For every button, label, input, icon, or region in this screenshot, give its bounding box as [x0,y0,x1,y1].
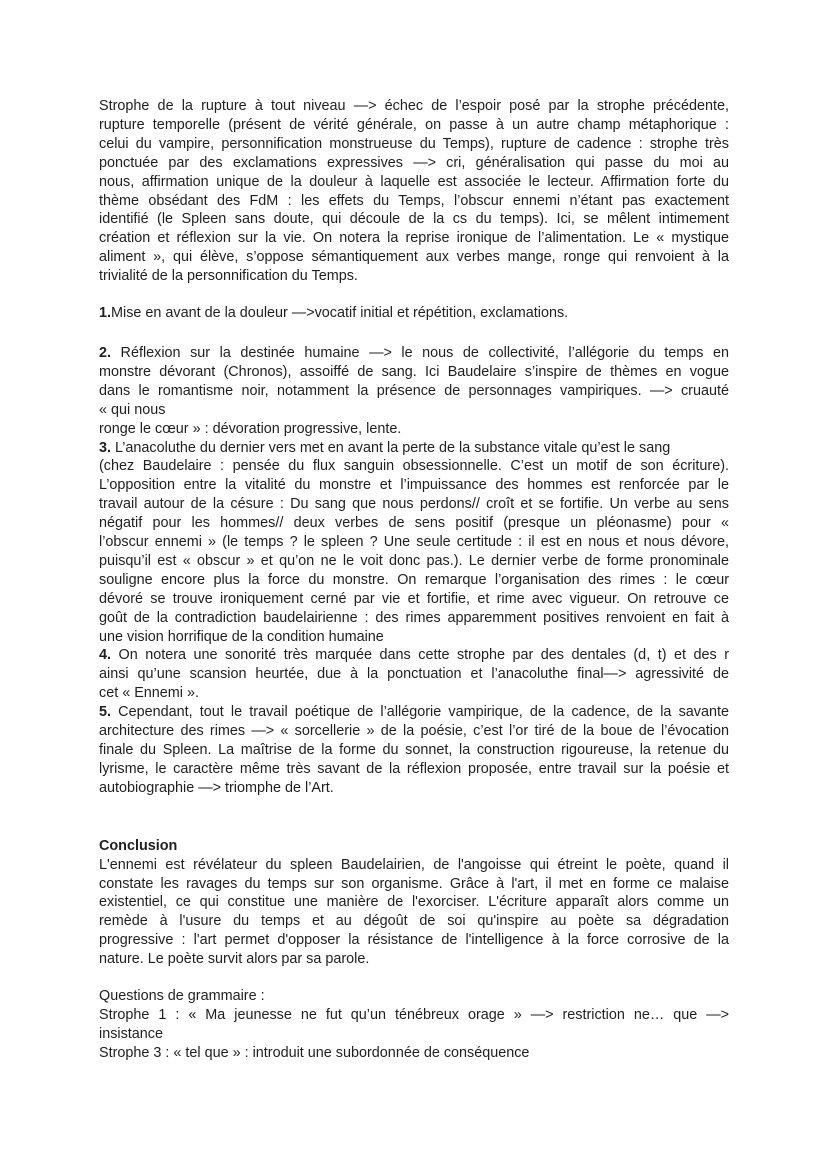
text-line: nature. Le poète survit alors par sa parole. [99,951,370,968]
point-5 [99,703,729,798]
text-line: finale du Spleen. La maîtrise de la forme du sonnet, la construction rigoureuse, la retenue du [99,742,729,758]
point-3 [99,439,729,647]
text-line: architecture des rimes —> « sorcellerie » de la poésie, c’est l’or tiré de la boue de l’évocation [99,723,729,740]
text-line: goût de la contradiction baudelairienne : des rimes apparemment positives renvoient en fait à [99,609,729,626]
text-line: L’anacoluthe du dernier vers met en avant la perte de la substance vitale qu’est le sang [111,439,671,456]
text-line: L’opposition entre la vitalité du monstre et l’impuissance des hommes est renforcée par le [99,477,729,494]
text-line: Strophe 3 : « tel que » : introduit une subordonnée de conséquence [99,1044,530,1061]
text-line: progressive : l'art permet d'opposer la résistance de l'intelligence à la force corrosive de la [99,932,729,949]
text-line: ainsi qu’une scansion heurtée, due à la ponctuation et l’anacoluthe final—> agressivité de [99,666,729,683]
text-line: (chez Baudelaire : pensée du flux sanguin obsessionnelle. C’est un motif de son écriture). [99,458,729,475]
text-line: création et réflexion sur la vie. On notera la reprise ironique de l’alimentation. Le « mystique [99,230,729,247]
text-line: On notera une sonorité très marquée dans cette strophe par des dentales (d, t) et des r [111,647,729,664]
text-line: puisqu’il est « obscur » et qu’on ne le voit donc pas.). Le dernier verbe de forme pronominale [99,552,729,569]
grammar-heading: Questions de grammaire : [99,988,265,1005]
point-4 [99,646,729,703]
text-line: souligne encore plus la force du monstre. On remarque l’organisation des rimes : le cœur [99,571,729,588]
text-line: thème obsédant des FdM : les effets du Temps, l’obscur ennemi n’étant pas exactement [99,192,729,209]
point-2 [99,344,729,439]
text-line: Strophe 1 : « Ma jeunesse ne fut qu’un ténébreux orage » —> restriction ne… que —> [99,1006,729,1023]
text-line: négatif pour les hommes// deux verbes de sens positif (presque un pléonasme) pour « [99,515,729,532]
document-page [99,97,729,1063]
text-line: existentiel, ce qui constitue une manière de l'exorciser. L'écriture apparaît alors comme un [99,894,729,911]
text-line: l’obscur ennemi » (le temps ? le spleen ? Une seule certitude : il est en nous et nous dévore, [99,534,729,551]
text-line: ponctuée par des exclamations expressives —> cri, généralisation qui passe du moi au [99,154,729,171]
text-line: une vision horrifique de la condition humaine [99,628,384,645]
text-line: ronge le cœur » : dévoration progressive, lente. [99,420,402,437]
text-line: autobiographie —> triomphe de l’Art. [99,779,334,796]
point-number: 5. [99,704,112,721]
text-line: dans le romantisme noir, notamment la présence de personnages vampiriques. —> cruauté [99,382,729,399]
point-1 [99,304,729,323]
point-number: 1. [99,305,112,322]
conclusion-section [99,837,729,969]
text-line: constate les ravages du temps sur son organisme. Grâce à l'art, il met en forme ce malaise [99,875,729,892]
text-line: « qui nous [99,401,166,418]
text-line: dévoré se trouve ironiquement cerné par vie et fortifie, et rime avec vigueur. On retrouve ce [99,590,729,607]
conclusion-heading: Conclusion [99,837,178,854]
text-line: Réflexion sur la destinée humaine —> le nous de collectivité, l’allégorie du temps en [111,344,729,361]
text-line: rupture temporelle (présent de vérité générale, on passe à un autre champ métaphorique : [99,116,729,133]
point-number: 4. [99,647,112,664]
point-number: 3. [99,439,112,456]
grammar-section [99,987,729,1063]
text-line: identifié (le Spleen sans doute, qui découle de la cs du temps). Ici, se mêlent intimement [99,211,729,228]
text-line: Strophe de la rupture à tout niveau —> échec de l’espoir posé par la strophe précédente, [99,98,729,114]
text-line: insistance [99,1025,163,1042]
text-line: aliment », qui élève, s’oppose sémantiquement aux verbes mange, ronge qui renvoient à la [99,249,729,266]
text-line: cet « Ennemi ». [99,685,199,702]
text-line: trivialité de la personnification du Temps. [99,268,358,285]
text-line: Cependant, tout le travail poétique de l’allégorie vampirique, de la cadence, de la savante [111,704,729,721]
text-line: lyrisme, le caractère même très savant de la réflexion proposée, entre travail sur la poésie et [99,760,729,777]
text-line: nous, affirmation unique de la douleur à laquelle est associée le lecteur. Affirmation forte du [99,173,729,190]
text-line: monstre dévorant (Chronos), assoiffé de sang. Ici Baudelaire s’inspire de thèmes en vogue [99,363,729,380]
text-line: L'ennemi est révélateur du spleen Baudelairien, de l'angoisse qui étreint le poète, quand il [99,856,729,873]
point-number: 2. [99,344,112,361]
intro-paragraph [99,97,729,286]
text-line: travail autour de la césure : Du sang que nous perdons// croît et se fortifie. Un verbe au sens [99,496,729,513]
point-text: Mise en avant de la douleur —>vocatif initial et répétition, exclamations. [111,305,569,322]
text-line: remède à l'usure du temps et au dégoût de soi qu'inspire au poète sa dégradation [99,913,729,930]
text-line: celui du vampire, personnification monstrueuse du Temps), rupture de cadence : strophe très [99,135,729,152]
